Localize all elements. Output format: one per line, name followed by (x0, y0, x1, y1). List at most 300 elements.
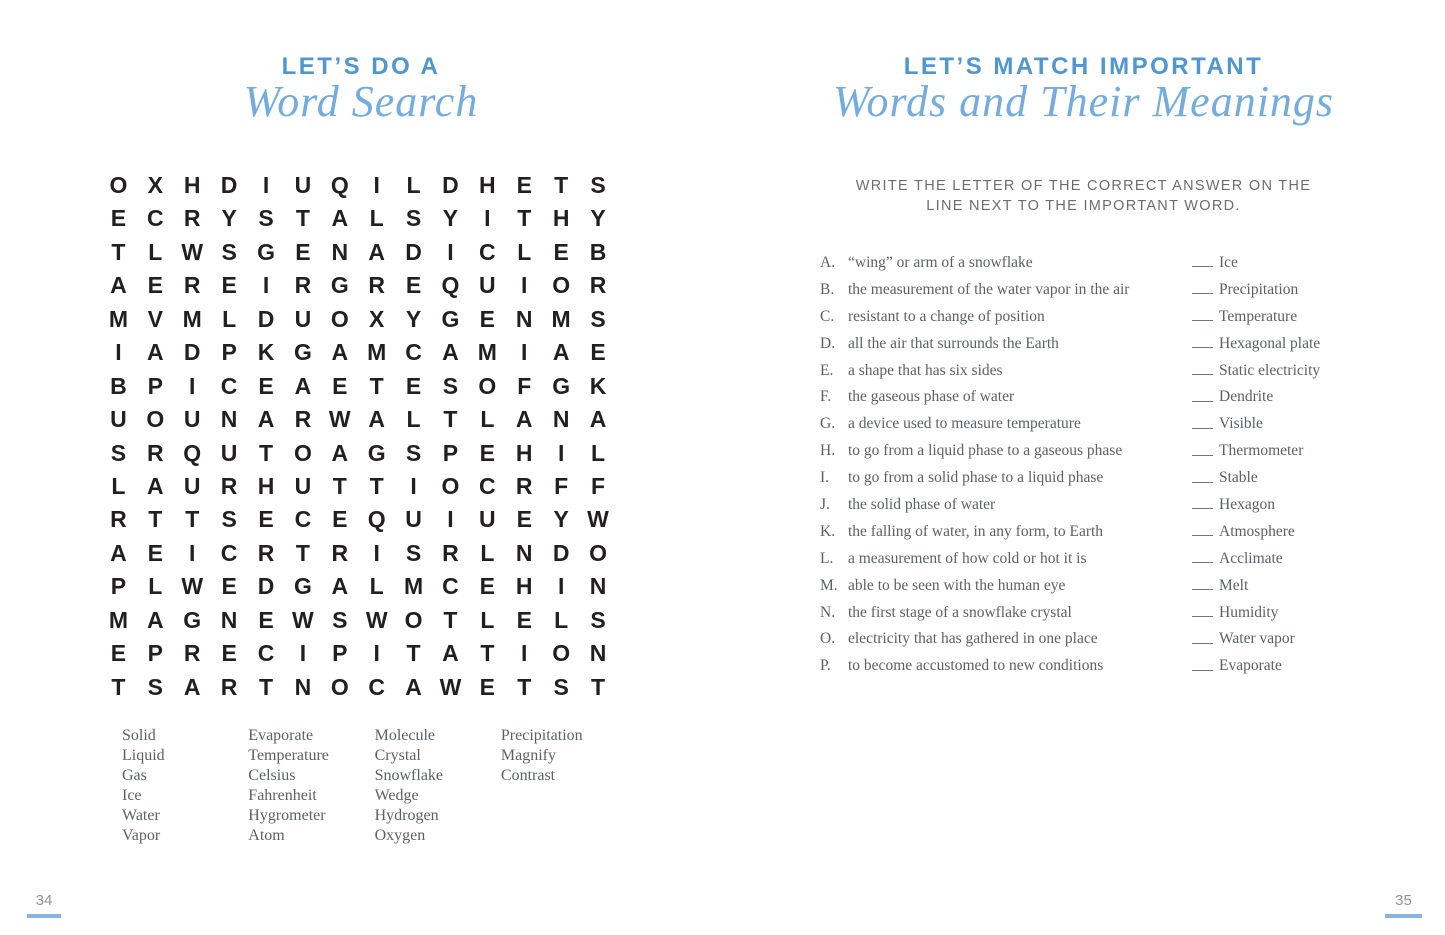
grid-letter: W (181, 238, 204, 265)
grid-letter: R (110, 506, 127, 533)
grid-letter: B (110, 372, 127, 399)
grid-letter: T (369, 472, 384, 499)
grid-letter: I (521, 272, 528, 299)
answer-blank-line (1192, 601, 1213, 617)
grid-letter: R (257, 539, 275, 566)
answer-blank-line (1192, 278, 1213, 294)
grid-letter: A (183, 673, 201, 700)
grid-letter: I (189, 539, 196, 566)
grid-letter: O (552, 272, 571, 299)
grid-row (100, 604, 616, 637)
grid-letter: L (369, 573, 384, 600)
grid-letter: F (554, 472, 569, 499)
matching-instructions-line1: WRITE THE LETTER OF THE CORRECT ANSWER ON THE (855, 178, 1312, 194)
answer-blank-line (1192, 467, 1213, 483)
grid-letter: Y (221, 205, 237, 232)
grid-letter: H (257, 472, 275, 499)
match-definition: the solid phase of water (848, 496, 996, 514)
grid-letter: E (110, 205, 127, 232)
grid-letter: A (331, 439, 349, 466)
match-row (820, 653, 1400, 680)
grid-letter: S (405, 205, 422, 232)
grid-letter: O (478, 372, 497, 399)
grid-letter: A (331, 339, 349, 366)
grid-letter: L (590, 439, 606, 466)
grid-letter: N (552, 406, 570, 433)
grid-letter: W (439, 673, 462, 700)
grid-letter: L (480, 539, 495, 566)
grid-letter: I (189, 372, 196, 399)
grid-letter: P (442, 439, 459, 466)
match-definition: the gaseous phase of water (848, 388, 1015, 406)
match-row (820, 277, 1400, 304)
grid-letter: N (589, 640, 607, 667)
grid-letter: N (589, 573, 607, 600)
match-word: Dendrite (1219, 388, 1274, 406)
match-letter: O. (820, 630, 836, 648)
grid-letter: T (443, 606, 458, 633)
word-search-title-script: Word Search (243, 77, 479, 126)
grid-letter: R (294, 406, 312, 433)
match-row (820, 384, 1400, 411)
grid-letter: T (295, 539, 310, 566)
match-word: Static electricity (1219, 361, 1321, 379)
match-row (820, 304, 1400, 331)
grid-letter: O (441, 472, 460, 499)
grid-letter: A (331, 573, 349, 600)
match-letter: N. (820, 603, 836, 621)
grid-letter: P (147, 372, 163, 399)
grid-row (100, 269, 616, 302)
grid-letter: N (515, 539, 533, 566)
grid-letter: E (332, 372, 348, 399)
grid-letter: Y (553, 506, 569, 533)
word-list-column (248, 726, 374, 846)
grid-row (100, 671, 616, 704)
grid-letter: I (557, 573, 565, 600)
grid-letter: R (183, 205, 201, 232)
match-answer (1192, 573, 1248, 600)
match-answer (1192, 358, 1320, 385)
matching-title-script: Words and Their Meanings (832, 77, 1335, 126)
grid-letter: A (110, 539, 127, 566)
grid-letter: I (521, 339, 528, 366)
word-list-item: Fahrenheit (248, 787, 317, 804)
grid-letter: I (299, 640, 307, 667)
match-answer (1192, 277, 1298, 304)
grid-letter: G (367, 439, 386, 466)
grid-letter: E (221, 573, 237, 600)
match-definition: a shape that has six sides (848, 361, 1003, 379)
match-word: Visible (1219, 415, 1263, 433)
grid-letter: P (332, 640, 348, 667)
grid-letter: R (442, 539, 459, 566)
grid-letter: G (293, 339, 312, 366)
grid-letter: R (589, 272, 607, 299)
word-list-column (122, 726, 248, 846)
grid-letter: A (552, 339, 570, 366)
word-list-item: Hydrogen (374, 807, 439, 824)
grid-letter: H (552, 205, 570, 232)
grid-letter: O (293, 439, 312, 466)
answer-blank-line (1192, 655, 1213, 671)
grid-letter: P (147, 640, 163, 667)
match-answer (1192, 384, 1273, 411)
match-letter: A. (820, 254, 836, 271)
grid-letter: S (590, 172, 606, 198)
match-row (820, 250, 1400, 277)
grid-letter: T (332, 472, 347, 499)
grid-letter: R (147, 439, 164, 466)
grid-letter: W (292, 606, 314, 633)
match-letter: D. (820, 334, 836, 352)
page-number-underline (27, 914, 61, 918)
grid-letter: G (183, 606, 202, 633)
answer-blank-line (1192, 386, 1213, 402)
word-list-item: Molecule (374, 727, 436, 744)
grid-letter: E (405, 372, 422, 399)
match-word: Temperature (1219, 307, 1298, 325)
match-row (820, 492, 1400, 519)
grid-letter: E (147, 272, 163, 299)
grid-letter: C (294, 506, 312, 533)
grid-row (100, 570, 616, 603)
match-definition: “wing” or arm of a snowflake (848, 254, 1033, 271)
grid-letter: A (257, 406, 275, 433)
answer-blank-line (1192, 359, 1213, 375)
match-definition: the falling of water, in any form, to Earth (848, 522, 1104, 540)
match-row (820, 331, 1400, 358)
grid-letter: E (221, 272, 237, 299)
matching-title-caps: LET’S MATCH IMPORTANT (903, 53, 1264, 80)
grid-letter: A (147, 339, 164, 366)
grid-letter: B (589, 238, 607, 265)
grid-letter: G (330, 272, 349, 299)
grid-letter: R (220, 472, 238, 499)
grid-row (100, 537, 616, 570)
grid-letter: C (147, 205, 164, 232)
answer-blank-line (1192, 574, 1213, 590)
matching-instructions (722, 176, 1445, 216)
match-row (820, 546, 1400, 573)
grid-letter: T (258, 439, 274, 466)
grid-letter: P (110, 573, 127, 600)
grid-letter: E (479, 573, 496, 600)
grid-letter: L (554, 606, 569, 633)
match-answer (1192, 546, 1283, 573)
grid-letter: N (220, 606, 238, 633)
grid-letter: O (109, 172, 128, 198)
match-row (820, 358, 1400, 385)
answer-blank-line (1192, 305, 1213, 321)
grid-letter: L (480, 406, 495, 433)
grid-letter: G (441, 305, 460, 332)
grid-letter: U (294, 305, 312, 332)
word-list-item: Atom (248, 827, 285, 844)
grid-letter: I (521, 640, 528, 667)
word-list-item: Temperature (248, 747, 329, 764)
word-list-item: Liquid (122, 747, 165, 764)
word-list-item: Celsius (248, 767, 296, 784)
match-word: Water vapor (1219, 630, 1295, 648)
grid-row (100, 169, 616, 202)
page-matching (722, 0, 1445, 935)
grid-letter: C (442, 573, 459, 600)
grid-letter: A (368, 238, 385, 265)
match-answer (1192, 250, 1238, 277)
grid-letter: E (258, 506, 274, 533)
page-number-underline (1385, 914, 1422, 918)
grid-letter: E (516, 606, 532, 633)
word-search-grid (100, 169, 616, 704)
grid-letter: S (442, 372, 459, 399)
grid-letter: E (332, 506, 348, 533)
grid-letter: R (368, 272, 385, 299)
grid-letter: Q (330, 172, 349, 198)
match-row (820, 519, 1400, 546)
grid-letter: I (447, 506, 454, 533)
grid-letter: A (147, 472, 164, 499)
match-row (820, 573, 1400, 600)
grid-letter: L (406, 406, 421, 433)
match-definition: all the air that surrounds the Earth (848, 334, 1059, 352)
grid-letter: U (183, 472, 201, 499)
answer-blank-line (1192, 520, 1213, 536)
grid-letter: C (479, 472, 496, 499)
grid-letter: T (111, 238, 126, 265)
grid-letter: U (405, 506, 422, 533)
grid-letter: H (515, 439, 533, 466)
grid-letter: Q (183, 439, 202, 466)
grid-letter: I (262, 272, 270, 299)
word-list-item: Snowflake (374, 767, 444, 784)
grid-letter: Y (405, 305, 422, 332)
match-word: Acclimate (1219, 549, 1283, 567)
match-letter: G. (820, 415, 836, 433)
match-letter: L. (820, 549, 834, 567)
grid-letter: L (222, 305, 237, 332)
word-list-item: Vapor (122, 827, 161, 844)
match-answer (1192, 653, 1282, 680)
grid-row (100, 437, 616, 470)
grid-letter: U (220, 439, 238, 466)
grid-letter: A (405, 673, 422, 700)
word-list-item: Magnify (500, 747, 556, 764)
page-word-search (0, 0, 722, 935)
match-letter: C. (820, 307, 835, 325)
match-definition: the measurement of the water vapor in the air (848, 280, 1130, 298)
grid-letter: X (147, 172, 163, 198)
grid-row (100, 202, 616, 235)
grid-letter: E (479, 439, 496, 466)
word-list-item: Contrast (500, 767, 556, 784)
match-answer (1192, 331, 1320, 358)
grid-letter: F (517, 372, 532, 399)
grid-letter: A (589, 406, 607, 433)
grid-letter: D (257, 305, 275, 332)
grid-letter: L (406, 172, 421, 198)
grid-letter: W (365, 606, 388, 633)
grid-letter: W (181, 573, 204, 600)
grid-letter: R (183, 640, 201, 667)
match-definition: to go from a solid phase to a liquid phase (848, 469, 1104, 487)
grid-letter: P (221, 339, 237, 366)
grid-letter: S (147, 673, 163, 700)
match-letter: K. (820, 522, 836, 540)
grid-letter: U (294, 172, 312, 198)
grid-letter: T (406, 640, 421, 667)
grid-letter: L (111, 472, 126, 499)
answer-blank-line (1192, 547, 1213, 563)
word-list-item: Solid (122, 727, 156, 744)
grid-letter: I (373, 172, 380, 198)
word-list-item: Water (122, 807, 160, 824)
grid-letter: E (516, 506, 532, 533)
grid-letter: L (369, 205, 384, 232)
grid-letter: Q (441, 272, 460, 299)
grid-letter: E (147, 539, 163, 566)
grid-letter: T (148, 506, 163, 533)
match-word: Evaporate (1219, 657, 1282, 675)
match-letter: F. (820, 388, 832, 406)
grid-row (100, 370, 616, 403)
grid-letter: L (480, 606, 495, 633)
grid-letter: D (257, 573, 275, 600)
grid-letter: C (405, 339, 422, 366)
grid-letter: U (479, 506, 496, 533)
grid-letter: D (442, 172, 459, 198)
matching-instructions-line2: LINE NEXT TO THE IMPORTANT WORD. (926, 198, 1241, 214)
grid-letter: X (369, 305, 385, 332)
match-answer (1192, 600, 1278, 627)
grid-letter: W (328, 406, 351, 433)
grid-letter: N (515, 305, 533, 332)
grid-letter: E (110, 640, 127, 667)
answer-blank-line (1192, 493, 1213, 509)
answer-blank-line (1192, 628, 1213, 644)
match-row (820, 465, 1400, 492)
grid-row (100, 470, 616, 503)
grid-letter: I (484, 205, 491, 232)
word-list-column (501, 726, 627, 846)
grid-letter: S (221, 506, 237, 533)
match-row (820, 600, 1400, 627)
grid-letter: Y (590, 205, 606, 232)
match-word: Precipitation (1219, 280, 1299, 298)
match-word: Melt (1219, 576, 1249, 594)
grid-letter: T (111, 673, 126, 700)
grid-letter: A (442, 339, 459, 366)
match-definition: to become accustomed to new conditions (848, 657, 1104, 675)
grid-letter: Y (442, 205, 459, 232)
match-answer (1192, 411, 1263, 438)
match-letter: P. (820, 657, 831, 675)
match-word: Thermometer (1219, 442, 1304, 460)
grid-letter: T (185, 506, 200, 533)
match-definition: resistant to a change of position (848, 307, 1045, 325)
grid-letter: M (403, 573, 424, 600)
answer-blank-line (1192, 440, 1213, 456)
grid-letter: I (373, 640, 380, 667)
word-list-item: Hygrometer (248, 807, 326, 824)
word-list-item: Evaporate (248, 727, 314, 744)
grid-letter: A (147, 606, 164, 633)
grid-letter: T (443, 406, 458, 433)
match-word: Hexagonal plate (1219, 334, 1321, 352)
match-answer (1192, 465, 1258, 492)
grid-letter: C (257, 640, 275, 667)
match-row (820, 411, 1400, 438)
page-number-text: 34 (35, 892, 53, 909)
match-definition: a measurement of how cold or hot it is (848, 549, 1087, 567)
grid-letter: R (183, 272, 201, 299)
grid-letter: W (587, 506, 609, 533)
word-list (122, 726, 627, 846)
grid-letter: C (220, 372, 238, 399)
grid-letter: N (294, 673, 312, 700)
grid-letter: C (479, 238, 496, 265)
page-number-left (27, 892, 61, 918)
grid-letter: I (557, 439, 565, 466)
grid-letter: Q (367, 506, 386, 533)
grid-letter: K (589, 372, 607, 399)
word-search-title-caps: LET’S DO A (281, 53, 441, 80)
grid-letter: O (589, 539, 607, 566)
grid-letter: R (331, 539, 349, 566)
grid-letter: S (332, 606, 348, 633)
grid-row (100, 336, 616, 369)
grid-letter: T (480, 640, 495, 667)
grid-letter: E (258, 606, 274, 633)
match-letter: E. (820, 361, 834, 379)
word-list-column (375, 726, 501, 846)
grid-letter: T (369, 372, 384, 399)
grid-letter: O (404, 606, 423, 633)
grid-letter: M (367, 339, 387, 366)
match-row (820, 438, 1400, 465)
match-answer (1192, 519, 1295, 546)
grid-letter: S (110, 439, 127, 466)
grid-letter: K (257, 339, 275, 366)
grid-letter: V (147, 305, 163, 332)
grid-letter: U (479, 272, 496, 299)
grid-letter: S (221, 238, 237, 265)
grid-letter: H (479, 172, 496, 198)
match-letter: J. (820, 496, 830, 514)
grid-letter: N (331, 238, 349, 265)
grid-letter: I (410, 472, 417, 499)
grid-letter: G (293, 573, 312, 600)
match-answer (1192, 626, 1295, 653)
match-definition: electricity that has gathered in one place (848, 630, 1098, 648)
grid-letter: U (294, 472, 312, 499)
grid-letter: T (554, 172, 569, 198)
grid-letter: E (516, 172, 532, 198)
match-definition: to go from a liquid phase to a gaseous phase (848, 442, 1123, 460)
grid-letter: A (331, 205, 349, 232)
word-list-item: Wedge (374, 787, 419, 804)
grid-letter: S (405, 439, 422, 466)
grid-row (100, 303, 616, 336)
match-answer (1192, 438, 1303, 465)
grid-letter: A (368, 406, 385, 433)
grid-letter: I (115, 339, 122, 366)
match-answer (1192, 304, 1297, 331)
grid-letter: E (553, 238, 569, 265)
grid-letter: H (183, 172, 201, 198)
grid-row (100, 503, 616, 536)
grid-letter: M (182, 305, 202, 332)
